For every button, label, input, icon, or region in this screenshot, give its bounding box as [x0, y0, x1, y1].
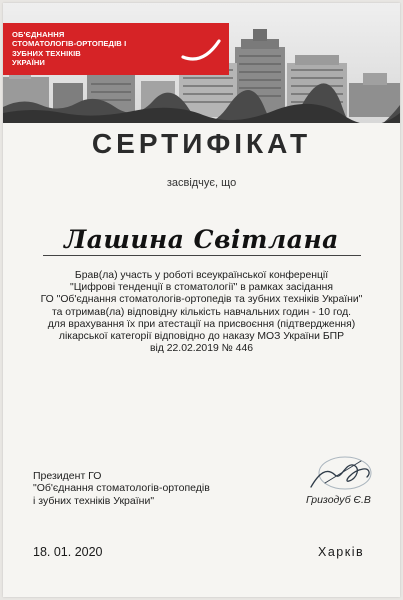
signature-mark	[305, 453, 375, 497]
organization-logo	[3, 23, 229, 75]
president-block	[33, 470, 210, 507]
certifies-text: засвідчує, що	[166, 177, 237, 189]
organization-name-line: УКРАЇНИ	[12, 58, 45, 68]
organization-name-line: ЗУБНИХ ТЕХНІКІВ	[12, 48, 81, 58]
issue-city: Харків	[318, 545, 365, 559]
body-line: ГО "Об'єднання стоматологів-ортопедів та зубних техніків України"	[40, 294, 363, 306]
signer-name: Гризодуб Є.В	[306, 494, 371, 506]
body-line: Брав(ла) участь у роботі всеукраїнської конференції	[74, 270, 329, 281]
body-line: для врахування їх при атестації на присвоєння (підтвердження)	[47, 318, 356, 330]
issue-date: 18. 01. 2020	[33, 545, 103, 559]
recipient-name: Лашина Світлана	[64, 225, 339, 254]
certificate-title: СЕРТИФІКАТ	[91, 128, 312, 159]
body-line: та отримав(ла) відповідну кількість навчальних годин - 10 год.	[51, 306, 352, 318]
smile-arc-icon	[179, 29, 223, 69]
president-line: і зубних техніків України"	[33, 494, 155, 507]
organization-name-line: ОБ'ЄДНАННЯ	[12, 30, 65, 39]
organization-name-line: СТОМАТОЛОГІВ-ОРТОПЕДІВ І	[12, 39, 127, 49]
body-line: "Цифрові тенденції в стоматології" в рамках засідання	[70, 282, 333, 294]
recipient-underline	[43, 255, 361, 256]
president-line: "Об'єднання стоматологів-ортопедів	[33, 482, 210, 495]
body-line: лікарської категорії відповідно до наказу МОЗ України БПР	[58, 331, 345, 343]
certificate-sheet	[3, 3, 400, 597]
president-line: Президент ГО	[33, 470, 102, 482]
certificate-body	[9, 270, 394, 355]
body-line: від 22.02.2019 № 446	[149, 343, 254, 355]
organization-name	[12, 30, 172, 68]
